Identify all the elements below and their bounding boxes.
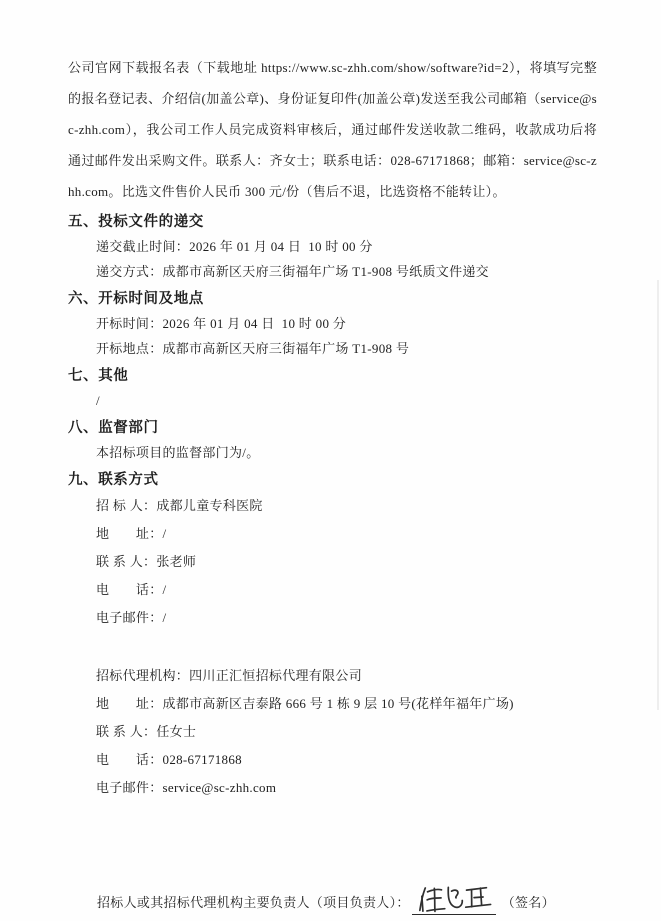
signature-underline xyxy=(412,882,496,915)
section-heading: 七、其他 xyxy=(68,368,129,384)
section-line: 递交方式：成都市高新区天府三街福年广场 T1-908 号纸质文件递交 xyxy=(96,264,489,279)
intro-paragraph: 公司官网下载报名表（下载地址 https://www.sc-zhh.com/show/software?id=2），将填写完整的报名登记表、介绍信(加盖公章)、身份证复印件(加盖公章)发送至我公司邮箱（service@sc-zhh.com），我公司工作人员完成资料审核后，通过邮件发送收款二维码，收款成功后将通过邮件发出采购文件。联系人：齐女士；联系电话：028-67171868；邮箱：service@sc-zhh.com。比选文件售价人民币 300 元/份（售后不退，比选资格不能转让）。 xyxy=(68,60,597,199)
handwritten-signature-icon xyxy=(412,881,496,913)
section-other xyxy=(68,365,597,413)
section-line: / xyxy=(96,393,100,408)
contact-row-bidder xyxy=(68,492,597,520)
contact-label: 地 址： xyxy=(96,526,163,541)
section-line: 开标时间：2026 年 01 月 04 日 10 时 00 分 xyxy=(96,316,347,331)
contact-row-agency-address xyxy=(68,690,597,718)
contact-value: 成都儿童专科医院 xyxy=(156,498,263,513)
contact-label: 联 系 人： xyxy=(96,724,157,739)
section-line: 开标地点：成都市高新区天府三街福年广场 T1-908 号 xyxy=(96,341,410,356)
contact-value: 成都市高新区吉泰路 666 号 1 栋 9 层 10 号(花样年福年广场) xyxy=(162,696,514,711)
contact-row-agency xyxy=(68,662,597,690)
contact-value: / xyxy=(162,526,167,541)
section-heading: 五、投标文件的递交 xyxy=(68,214,204,230)
scan-edge-artifact xyxy=(657,280,659,710)
contact-value: 张老师 xyxy=(156,554,197,569)
contact-value: 四川正汇恒招标代理有限公司 xyxy=(189,668,363,683)
signature-row xyxy=(68,882,597,918)
section-supervision xyxy=(68,417,597,465)
section-heading: 八、监督部门 xyxy=(68,420,159,436)
contact-value: / xyxy=(162,610,167,625)
section-line: 本招标项目的监督部门为/。 xyxy=(96,445,260,460)
contact-label: 招 标 人： xyxy=(96,498,157,513)
contact-row-address xyxy=(68,520,597,548)
contact-value: service@sc-zhh.com xyxy=(162,780,277,795)
contact-label: 电子邮件： xyxy=(96,610,163,625)
contact-label: 电 话： xyxy=(96,752,163,767)
contact-row-agency-email xyxy=(68,774,597,802)
contact-row-agency-person xyxy=(68,718,597,746)
section-heading: 六、开标时间及地点 xyxy=(68,291,204,307)
contact-label: 地 址： xyxy=(96,696,163,711)
contact-value: 任女士 xyxy=(156,724,197,739)
contact-label: 联 系 人： xyxy=(96,554,157,569)
section-bid-opening xyxy=(68,288,597,361)
signature-suffix: （签名） xyxy=(501,895,555,910)
contact-label: 电子邮件： xyxy=(96,780,163,795)
contact-row-person xyxy=(68,548,597,576)
section-contact xyxy=(68,469,597,632)
contact-value: / xyxy=(162,582,167,597)
agency-contact-block xyxy=(68,662,597,802)
signature-label: 招标人或其招标代理机构主要负责人（项目负责人）： xyxy=(97,895,410,910)
section-line: 递交截止时间：2026 年 01 月 04 日 10 时 00 分 xyxy=(96,239,373,254)
section-heading: 九、联系方式 xyxy=(68,472,159,488)
contact-row-agency-phone xyxy=(68,746,597,774)
contact-label: 招标代理机构： xyxy=(96,668,190,683)
contact-label: 电 话： xyxy=(96,582,163,597)
contact-value: 028-67171868 xyxy=(162,752,242,767)
section-submission xyxy=(68,211,597,284)
contact-row-email xyxy=(68,604,597,632)
contact-row-phone xyxy=(68,576,597,604)
